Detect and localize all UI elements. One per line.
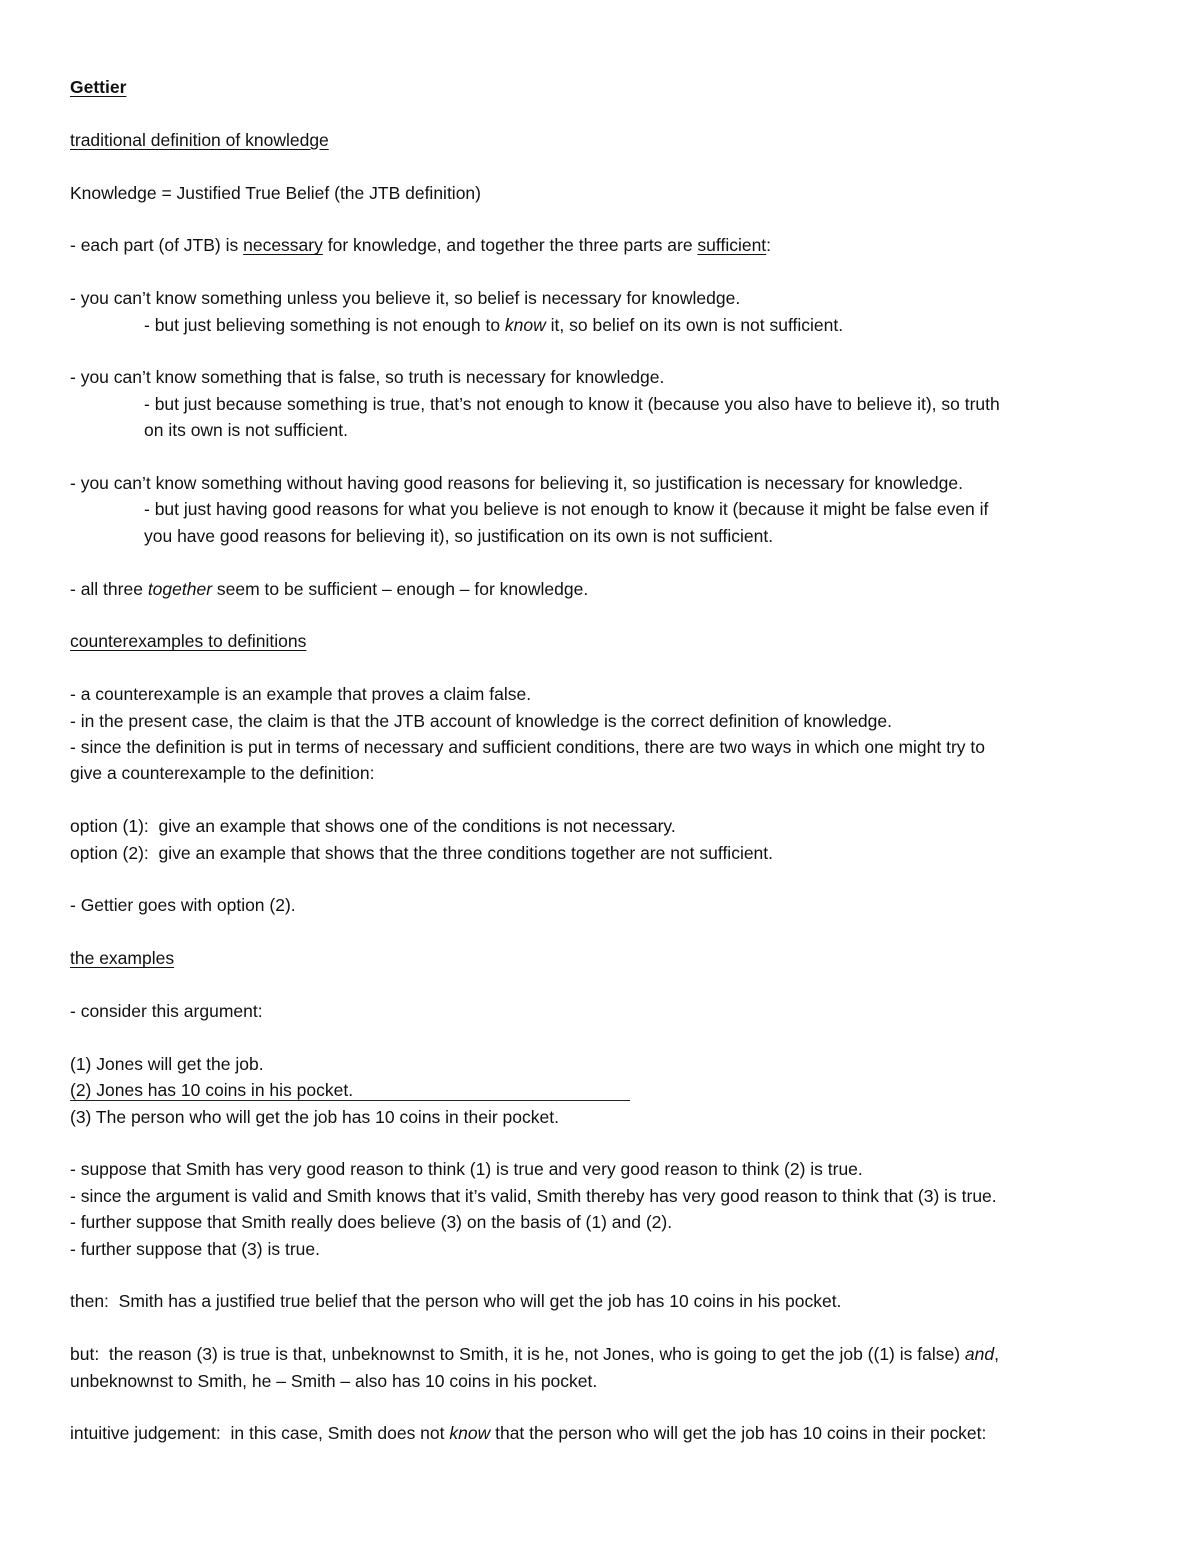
- all-three-point: [70, 576, 1140, 602]
- spacer: [70, 100, 1140, 126]
- together-italic: together: [147, 578, 213, 599]
- necessary-underlined: necessary: [243, 235, 323, 256]
- counterexample-point-3: - since the definition is put in terms of necessary and sufficient conditions, there are two ways in which one might try to: [70, 737, 985, 758]
- spacer: [70, 972, 1140, 998]
- counterexample-point-3-cont: give a counterexample to the definition:: [70, 763, 375, 784]
- spacer: [70, 602, 1140, 628]
- sufficient-underlined: sufficient: [697, 235, 767, 256]
- supposition-3: - further suppose that Smith really does believe (3) on the basis of (1) and (2).: [70, 1212, 673, 1233]
- document-title: Gettier: [70, 77, 127, 97]
- justification-subpoint-line-1: - but just having good reasons for what you believe is not enough to know it (because it might be false even if: [144, 499, 989, 520]
- option-1: option (1): give an example that shows one of the conditions is not necessary.: [70, 816, 676, 837]
- text-run: - but just believing something is not enough to: [144, 314, 505, 335]
- document-page: [70, 74, 1140, 1447]
- supposition-2: - since the argument is valid and Smith knows that it’s valid, Smith thereby has very good reason to think that (3) is true.: [70, 1185, 997, 1206]
- and-italic: and: [964, 1344, 995, 1365]
- truth-subpoint-line-2: on its own is not sufficient.: [144, 420, 348, 441]
- supposition-4: - further suppose that (3) is true.: [70, 1238, 320, 1259]
- spacer: [70, 1315, 1140, 1341]
- jtb-parts-paragraph: [70, 232, 1140, 258]
- but-statement-line-2: unbeknownst to Smith, he – Smith – also has 10 coins in his pocket.: [70, 1370, 598, 1391]
- then-statement: then: Smith has a justified true belief that the person who will get the job has 10 coins in his pocket.: [70, 1291, 842, 1312]
- spacer: [70, 919, 1140, 945]
- premise-1: (1) Jones will get the job.: [70, 1053, 264, 1074]
- counterexample-point-2: - in the present case, the claim is that the JTB account of knowledge is the correct definition of knowledge.: [70, 710, 892, 731]
- text-run: for knowledge, and together the three parts are: [322, 235, 698, 256]
- spacer: [70, 1262, 1140, 1288]
- text-run: seem to be sufficient – enough – for knowledge.: [212, 578, 589, 599]
- text-run: it, so belief on its own is not sufficient.: [545, 314, 844, 335]
- text-run: :: [766, 235, 772, 256]
- spacer: [70, 655, 1140, 681]
- premise-2: (2) Jones has 10 coins in his pocket.: [70, 1080, 354, 1101]
- section-heading-examples: the examples: [70, 948, 175, 969]
- justification-point: - you can’t know something without having good reasons for believing it, so justification is necessary for knowledge.: [70, 473, 963, 493]
- option-2: option (2): give an example that shows that the three conditions together are not sufficient.: [70, 842, 774, 863]
- justification-subpoint-line-2: you have good reasons for believing it), so justification on its own is not sufficient.: [144, 525, 774, 546]
- counterexample-point-1: - a counterexample is an example that proves a claim false.: [70, 684, 532, 705]
- section-heading-traditional-definition: traditional definition of knowledge: [70, 129, 329, 150]
- truth-point: - you can’t know something that is false, so truth is necessary for knowledge.: [70, 367, 665, 388]
- know-italic: know: [449, 1423, 491, 1444]
- text-run: - all three: [70, 578, 148, 599]
- spacer: [70, 1130, 1140, 1156]
- truth-subpoint-line-1: - but just because something is true, that’s not enough to know it (because you also have to believe it), so truth: [144, 393, 1000, 414]
- jtb-definition: Knowledge = Justified True Belief (the JTB definition): [70, 182, 481, 203]
- spacer: [70, 338, 1140, 364]
- but-statement-line-1: [70, 1341, 1140, 1367]
- belief-point: - you can’t know something unless you believe it, so belief is necessary for knowledge.: [70, 288, 741, 309]
- spacer: [70, 1394, 1140, 1420]
- supposition-1: - suppose that Smith has very good reason to think (1) is true and very good reason to think (2) is true.: [70, 1159, 863, 1180]
- text-run: intuitive judgement: in this case, Smith does not: [70, 1423, 450, 1444]
- conclusion-3: (3) The person who will get the job has 10 coins in their pocket.: [70, 1106, 559, 1127]
- gettier-choice: - Gettier goes with option (2).: [70, 895, 296, 916]
- spacer: [70, 206, 1140, 232]
- section-heading-counterexamples: counterexamples to definitions: [70, 631, 307, 652]
- intuitive-judgement: [70, 1420, 1140, 1446]
- text-run: ,: [994, 1344, 999, 1365]
- text-run: that the person who will get the job has 10 coins in their pocket:: [490, 1423, 987, 1444]
- argument-intro: - consider this argument:: [70, 1001, 263, 1022]
- spacer: [70, 153, 1140, 179]
- text-run: - each part (of JTB) is: [70, 235, 244, 256]
- belief-subpoint: [70, 312, 1140, 338]
- text-run: but: the reason (3) is true is that, unbeknownst to Smith, it is he, not Jones, who is going to get the job ((1) is false): [70, 1344, 965, 1365]
- know-italic: know: [504, 314, 546, 335]
- spacer: [70, 1024, 1140, 1050]
- spacer: [70, 787, 1140, 813]
- spacer: [70, 259, 1140, 285]
- spacer: [70, 549, 1140, 575]
- spacer: [70, 866, 1140, 892]
- spacer: [70, 444, 1140, 470]
